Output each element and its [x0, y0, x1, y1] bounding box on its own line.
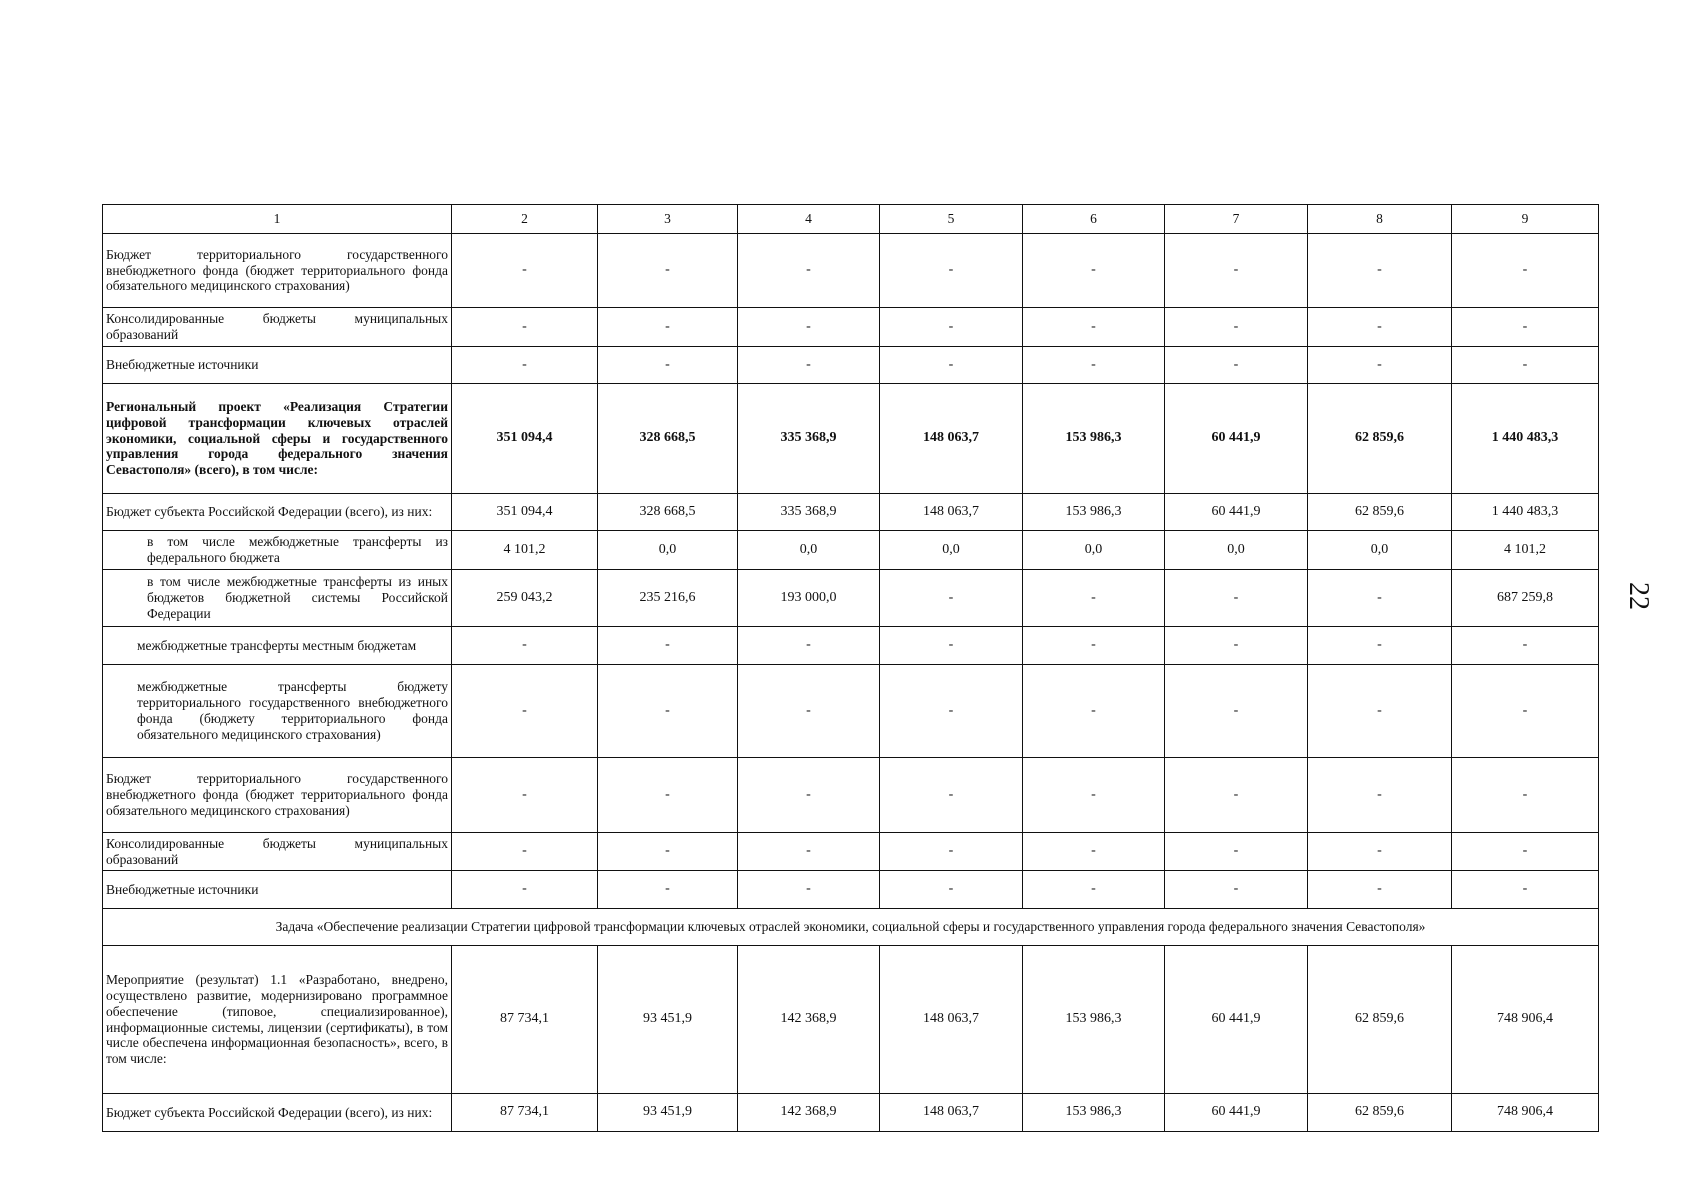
table-cell: 193 000,0 [738, 570, 880, 627]
table-cell: 153 986,3 [1023, 384, 1165, 494]
row-label: Внебюджетные источники [103, 347, 452, 384]
task-title: Задача «Обеспечение реализации Стратегии цифровой трансформации ключевых отраслей экономики, социальной сферы и государственного управления города федерального значения Севастополя» [103, 909, 1599, 946]
table-cell: 60 441,9 [1165, 1094, 1308, 1132]
table-cell: 60 441,9 [1165, 384, 1308, 494]
table-cell: - [880, 758, 1023, 833]
table-cell: - [1165, 758, 1308, 833]
table-cell: 328 668,5 [598, 494, 738, 531]
table-cell: - [1023, 308, 1165, 347]
table-cell: - [1023, 347, 1165, 384]
table-cell: - [452, 627, 598, 665]
table-cell: 153 986,3 [1023, 1094, 1165, 1132]
table-cell: 62 859,6 [1308, 946, 1452, 1094]
table-row-project [103, 384, 1599, 494]
table-cell: - [598, 308, 738, 347]
table-cell: - [1165, 871, 1308, 909]
table-cell: - [1308, 758, 1452, 833]
row-label: Бюджет субъекта Российской Федерации (всего), из них: [103, 1094, 452, 1132]
table-cell: 259 043,2 [452, 570, 598, 627]
table-cell: - [880, 347, 1023, 384]
table-cell: - [1023, 665, 1165, 758]
table-cell: - [452, 308, 598, 347]
table-cell: - [1308, 871, 1452, 909]
table-row [103, 758, 1599, 833]
table-cell: 153 986,3 [1023, 946, 1165, 1094]
row-label: Внебюджетные источники [103, 871, 452, 909]
table-cell: 335 368,9 [738, 384, 880, 494]
table-cell: 351 094,4 [452, 384, 598, 494]
table-cell: 0,0 [738, 531, 880, 570]
table-cell: - [880, 234, 1023, 308]
table-cell: - [1023, 758, 1165, 833]
table-cell: - [1165, 347, 1308, 384]
table-cell: - [738, 234, 880, 308]
table-cell: - [880, 627, 1023, 665]
table-cell: - [598, 347, 738, 384]
table-cell: 153 986,3 [1023, 494, 1165, 531]
table-cell: - [1023, 627, 1165, 665]
table-cell: 235 216,6 [598, 570, 738, 627]
row-label: в том числе межбюджетные трансферты из федерального бюджета [103, 531, 452, 570]
column-header: 7 [1165, 205, 1308, 234]
table-cell: - [1023, 570, 1165, 627]
page-number: 22 [1623, 582, 1654, 610]
row-label: Бюджет территориального государственного внебюджетного фонда (бюджет территориального фонда обязательного медицинского страхования) [103, 234, 452, 308]
column-header: 2 [452, 205, 598, 234]
table-cell: 60 441,9 [1165, 494, 1308, 531]
row-label: Консолидированные бюджеты муниципальных образований [103, 833, 452, 871]
table-cell: 62 859,6 [1308, 1094, 1452, 1132]
table-cell: - [738, 308, 880, 347]
table-cell: 148 063,7 [880, 1094, 1023, 1132]
table-cell: - [598, 833, 738, 871]
table-cell: - [598, 665, 738, 758]
table-cell: - [452, 665, 598, 758]
table-cell: 1 440 483,3 [1452, 494, 1599, 531]
table-cell: - [1023, 871, 1165, 909]
table-cell: - [738, 871, 880, 909]
table-cell: - [1165, 833, 1308, 871]
table-cell: 0,0 [880, 531, 1023, 570]
table-cell: 148 063,7 [880, 494, 1023, 531]
column-header: 3 [598, 205, 738, 234]
table-cell: - [738, 758, 880, 833]
table-row [103, 570, 1599, 627]
table-cell: 687 259,8 [1452, 570, 1599, 627]
table-row [103, 494, 1599, 531]
table-cell: 328 668,5 [598, 384, 738, 494]
table-cell: - [1165, 665, 1308, 758]
table-cell: 748 906,4 [1452, 1094, 1599, 1132]
table-row [103, 531, 1599, 570]
table-cell: 748 906,4 [1452, 946, 1599, 1094]
table-cell: 93 451,9 [598, 1094, 738, 1132]
table-cell: - [880, 308, 1023, 347]
table-cell: - [1452, 833, 1599, 871]
row-label: Мероприятие (результат) 1.1 «Разработано, внедрено, осуществлено развитие, модернизировано программное обеспечение (типовое, специализированное), информационные системы, лицензии (сертификаты), в том числе обеспечена информационная безопасность», всего, в том числе: [103, 946, 452, 1094]
column-header: 4 [738, 205, 880, 234]
header-row [103, 205, 1599, 234]
table-cell: - [598, 234, 738, 308]
table-row [103, 871, 1599, 909]
table-row [103, 234, 1599, 308]
table-cell: - [1308, 665, 1452, 758]
table-cell: - [1165, 627, 1308, 665]
column-header: 8 [1308, 205, 1452, 234]
table-cell: - [452, 234, 598, 308]
table-cell: 335 368,9 [738, 494, 880, 531]
table-cell: - [452, 758, 598, 833]
table-cell: - [738, 665, 880, 758]
table-row [103, 665, 1599, 758]
table-cell: - [452, 347, 598, 384]
column-header: 6 [1023, 205, 1165, 234]
table-cell: 62 859,6 [1308, 494, 1452, 531]
table-cell: - [1308, 627, 1452, 665]
table-cell: - [880, 665, 1023, 758]
row-label: межбюджетные трансферты местным бюджетам [103, 627, 452, 665]
table-cell: - [1452, 758, 1599, 833]
row-label: Бюджет территориального государственного внебюджетного фонда (бюджет территориального фонда обязательного медицинского страхования) [103, 758, 452, 833]
table-cell: - [1165, 570, 1308, 627]
table-cell: - [880, 871, 1023, 909]
table-row [103, 946, 1599, 1094]
table-cell: 148 063,7 [880, 384, 1023, 494]
table-cell: 0,0 [1165, 531, 1308, 570]
table-cell: - [598, 627, 738, 665]
table-cell: - [880, 570, 1023, 627]
budget-table [102, 204, 1599, 1132]
table-cell: 1 440 483,3 [1452, 384, 1599, 494]
table-cell: 0,0 [1023, 531, 1165, 570]
table-cell: 87 734,1 [452, 1094, 598, 1132]
table-cell: - [1308, 234, 1452, 308]
table-cell: - [452, 833, 598, 871]
row-label: в том числе межбюджетные трансферты из иных бюджетов бюджетной системы Российской Федерации [103, 570, 452, 627]
table-cell: 0,0 [598, 531, 738, 570]
table-cell: - [880, 833, 1023, 871]
table-cell: 87 734,1 [452, 946, 598, 1094]
column-header: 5 [880, 205, 1023, 234]
table-cell: - [598, 758, 738, 833]
table-cell: - [1308, 347, 1452, 384]
table-cell: - [452, 871, 598, 909]
table-cell: - [1308, 570, 1452, 627]
task-row [103, 909, 1599, 946]
table-cell: - [1308, 308, 1452, 347]
table-row [103, 833, 1599, 871]
table-cell: - [1308, 833, 1452, 871]
table-cell: - [1452, 234, 1599, 308]
table-cell: - [1452, 308, 1599, 347]
table-cell: - [1023, 234, 1165, 308]
row-label: Консолидированные бюджеты муниципальных образований [103, 308, 452, 347]
column-header: 9 [1452, 205, 1599, 234]
table-cell: - [1452, 347, 1599, 384]
table-cell: - [738, 347, 880, 384]
table-cell: - [1023, 833, 1165, 871]
table-cell: 4 101,2 [452, 531, 598, 570]
table-cell: - [1452, 627, 1599, 665]
table-cell: - [1165, 234, 1308, 308]
table-row [103, 1094, 1599, 1132]
table-cell: - [738, 833, 880, 871]
table-row [103, 308, 1599, 347]
table-row [103, 347, 1599, 384]
table-cell: 60 441,9 [1165, 946, 1308, 1094]
table-cell: 351 094,4 [452, 494, 598, 531]
row-label: Бюджет субъекта Российской Федерации (всего), из них: [103, 494, 452, 531]
row-label: Региональный проект «Реализация Стратегии цифровой трансформации ключевых отраслей экономики, социальной сферы и государственного управления города федерального значения Севастополя» (всего), в том числе: [103, 384, 452, 494]
table-cell: - [738, 627, 880, 665]
table-cell: 93 451,9 [598, 946, 738, 1094]
table-cell: 4 101,2 [1452, 531, 1599, 570]
table-row [103, 627, 1599, 665]
row-label: межбюджетные трансферты бюджету территориального государственного внебюджетного фонда (бюджету территориального фонда обязательного медицинского страхования) [103, 665, 452, 758]
table-cell: 148 063,7 [880, 946, 1023, 1094]
table-cell: 142 368,9 [738, 1094, 880, 1132]
table-cell: - [1452, 871, 1599, 909]
table-cell: 142 368,9 [738, 946, 880, 1094]
table-cell: - [1452, 665, 1599, 758]
table-cell: 0,0 [1308, 531, 1452, 570]
table-cell: - [598, 871, 738, 909]
table-cell: 62 859,6 [1308, 384, 1452, 494]
table-cell: - [1165, 308, 1308, 347]
column-header: 1 [103, 205, 452, 234]
